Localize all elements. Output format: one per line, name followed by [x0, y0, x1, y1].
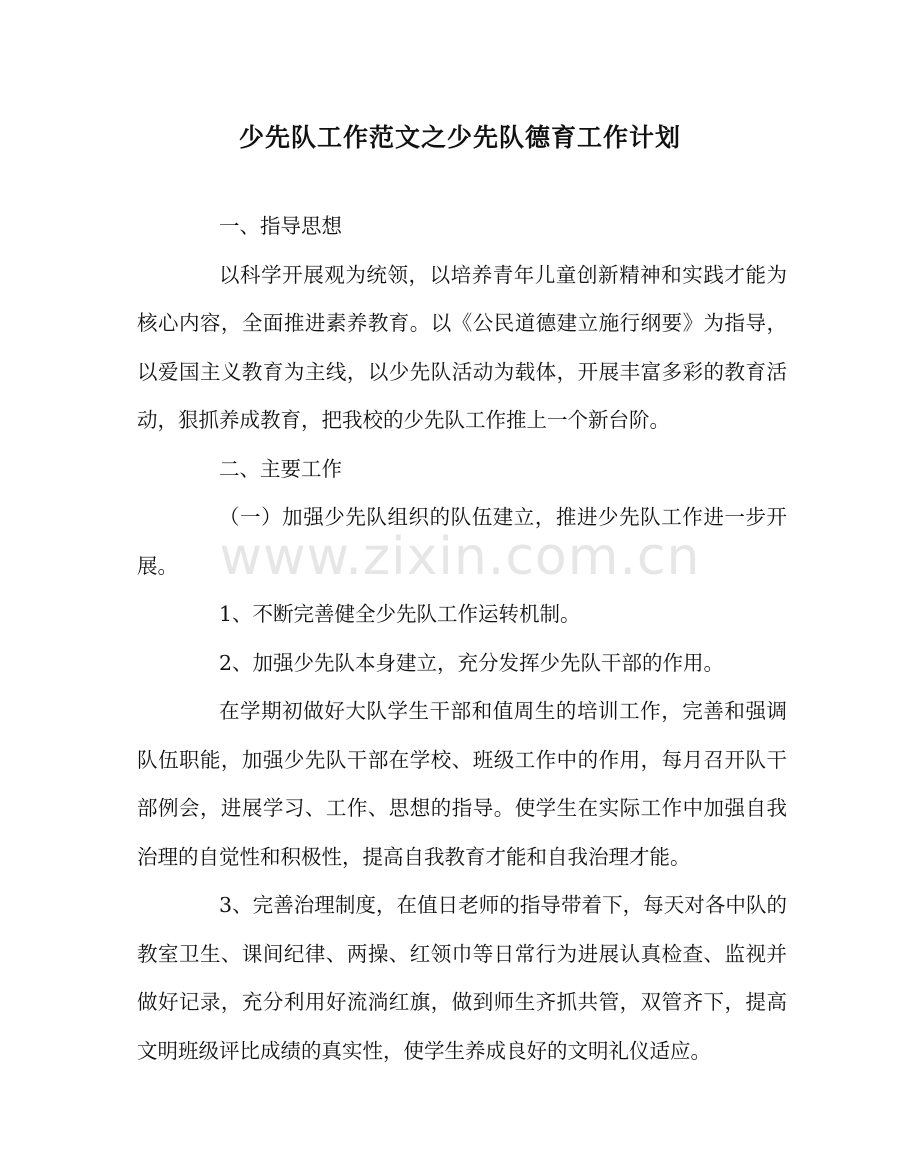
paragraph-cadre-training: 在学期初做好大队学生干部和值周生的培训工作，完善和强调队伍职能，加强少先队干部在学校、班级工作中的作用，每月召开队干部例会，进展学习、工作、思想的指导。使学生在实际工作中加强自我治理的自觉性和积极性，提高自我教育才能和自我治理才能。	[137, 699, 787, 869]
subsection-heading-team-building: （一）加强少先队组织的队伍建立，推进少先队工作进一步开展。	[137, 505, 787, 578]
document-body	[137, 202, 787, 1075]
section-heading-guiding-ideology: 一、指导思想	[219, 214, 342, 238]
watermark: www.zixin.com.cn	[219, 527, 701, 587]
document-title: 少先队工作范文之少先队德育工作计划	[238, 123, 681, 152]
item-1: 1、不断完善健全少先队工作运转机制。	[219, 602, 581, 626]
item-2: 2、加强少先队本身建立，充分发挥少先队干部的作用。	[219, 650, 725, 675]
item-3: 3、完善治理制度，在值日老师的指导带着下，每天对各中队的教室卫生、课间纪律、两操、红领巾等日常行为进展认真检查、监视并做好记录，充分利用好流淌红旗，做到师生齐抓共管，双管齐下，提高文明班级评比成绩的真实性，使学生养成良好的文明礼仪适应。	[137, 893, 787, 1063]
section-heading-main-work: 二、主要工作	[219, 456, 342, 481]
paragraph-guiding-ideology: 以科学开展观为统领，以培养青年儿童创新精神和实践才能为核心内容，全面推进素养教育。以《公民道德建立施行纲要》为指导，以爱国主义教育为主线，以少先队活动为载体，开展丰富多彩的教育活动，狠抓养成教育，把我校的少先队工作推上一个新台阶。	[137, 262, 787, 432]
